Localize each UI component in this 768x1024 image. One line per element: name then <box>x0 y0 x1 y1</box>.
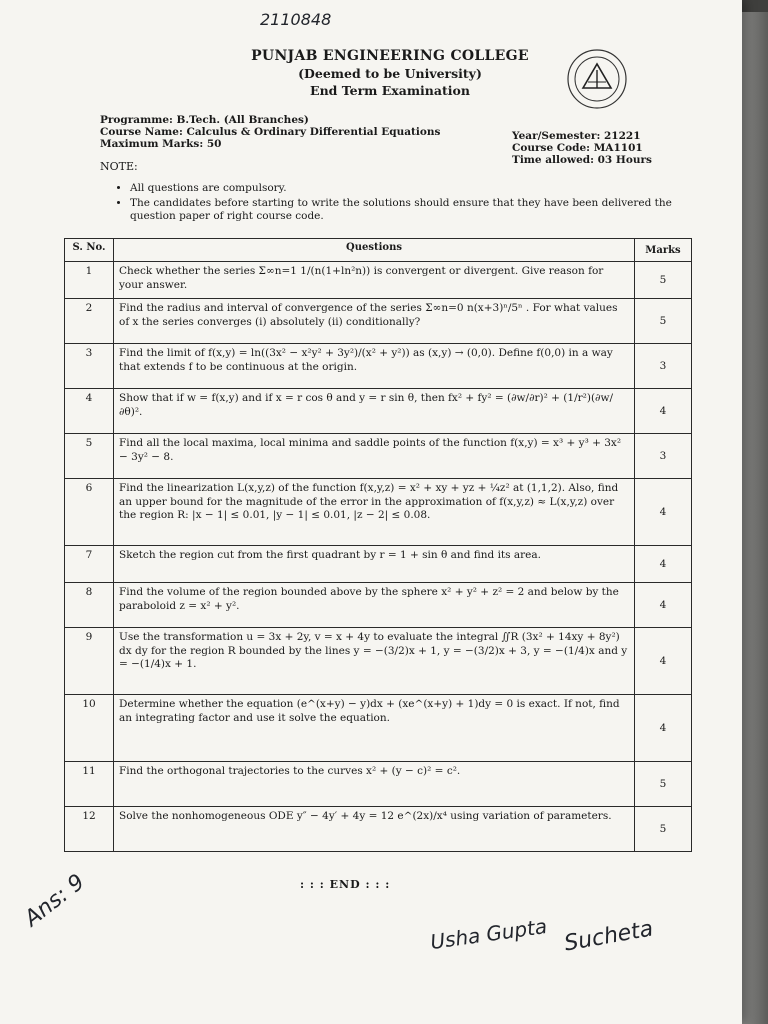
college-header <box>250 48 530 99</box>
table-row <box>65 479 692 546</box>
question-text: Check whether the series Σ∞n=1 1/(n(1+ln²n)) is convergent or divergent. Give reason for your answer. <box>114 262 635 299</box>
sno-header: S. No. <box>65 239 114 262</box>
question-number: 3 <box>65 344 114 389</box>
question-number: 10 <box>65 695 114 762</box>
question-text: Determine whether the equation (e^(x+y) − y)dx + (xe^(x+y) + 1)dy = 0 is exact. If not, find an integrating factor and use it solve the equation. <box>114 695 635 762</box>
question-number: 12 <box>65 807 114 852</box>
question-number: 2 <box>65 299 114 344</box>
table-row <box>65 546 692 583</box>
question-marks: 5 <box>635 807 692 852</box>
course-name: Course Name: Calculus & Ordinary Differential Equations <box>100 126 441 138</box>
college-name: PUNJAB ENGINEERING COLLEGE <box>251 48 529 64</box>
questions-table <box>64 238 692 852</box>
background-surface <box>742 0 768 1024</box>
question-text: Find the radius and interval of convergence of the series Σ∞n=0 n(x+3)ⁿ/5ⁿ . For what values of x the series converges (i) absolutely (ii) conditionally? <box>114 299 635 344</box>
question-text: Show that if w = f(x,y) and if x = r cos θ and y = r sin θ, then fx² + fy² = (∂w/∂r)² + (1/r²)(∂w/∂θ)². <box>114 389 635 434</box>
question-number: 1 <box>65 262 114 299</box>
table-row <box>65 807 692 852</box>
instruction-item: • All questions are compulsory. <box>130 182 690 195</box>
question-number: 5 <box>65 434 114 479</box>
instruction-item: • The candidates before starting to write the solutions should ensure that they have been delivered the question paper of right course code. <box>130 197 690 223</box>
exam-details <box>512 130 652 166</box>
programme: Programme: B.Tech. (All Branches) <box>100 114 309 126</box>
note-label: NOTE: <box>100 160 138 173</box>
year-semester: Year/Semester: 21221 <box>512 130 641 142</box>
course-details <box>100 114 440 150</box>
question-marks: 4 <box>635 546 692 583</box>
max-marks: Maximum Marks: 50 <box>100 138 222 150</box>
question-marks: 3 <box>635 344 692 389</box>
question-text: Find the volume of the region bounded above by the sphere x² + y² + z² = 2 and below by the paraboloid z = x² + y². <box>114 583 635 628</box>
table-row <box>65 434 692 479</box>
table-row <box>65 762 692 807</box>
question-marks: 4 <box>635 389 692 434</box>
table-row <box>65 628 692 695</box>
exam-title: End Term Examination <box>310 83 470 98</box>
table-row <box>65 299 692 344</box>
table-row <box>65 583 692 628</box>
question-text: Find all the local maxima, local minima and saddle points of the function f(x,y) = x³ + y³ + 3x² − 3y² − 8. <box>114 434 635 479</box>
question-text: Find the orthogonal trajectories to the curves x² + (y − c)² = c². <box>114 762 635 807</box>
question-text: Find the linearization L(x,y,z) of the function f(x,y,z) = x² + xy + yz + ¼z² at (1,1,2). Also, find an upper bound for the magnitude of the error in the approximation of f(x,y,z) ≈ L(x,y,z) over the region R: |x − 1| ≤ 0.01, |y − 1| ≤ 0.01, |z − 2| ≤ 0.08. <box>114 479 635 546</box>
table-row <box>65 389 692 434</box>
question-number: 4 <box>65 389 114 434</box>
question-text: Find the limit of f(x,y) = ln((3x² − x²y² + 3y²)/(x² + y²)) as (x,y) → (0,0). Define f(0,0) in a way that extends f to be continuous at the origin. <box>114 344 635 389</box>
question-text: Use the transformation u = 3x + 2y, v = x + 4y to evaluate the integral ∬R (3x² + 14xy + 8y²) dx dy for the region R bounded by the lines y = −(3/2)x + 1, y = −(3/2)x + 3, y = −(1/4)x and y = −(1/4)x + 1. <box>114 628 635 695</box>
college-seal-icon <box>566 48 628 110</box>
course-code: Course Code: MA1101 <box>512 142 643 154</box>
table-header-row <box>65 239 692 262</box>
question-text: Sketch the region cut from the first quadrant by r = 1 + sin θ and find its area. <box>114 546 635 583</box>
question-marks: 5 <box>635 262 692 299</box>
question-number: 11 <box>65 762 114 807</box>
question-number: 6 <box>65 479 114 546</box>
question-marks: 5 <box>635 299 692 344</box>
question-marks: 4 <box>635 479 692 546</box>
question-text: Solve the nonhomogeneous ODE y″ − 4y′ + 4y = 12 e^(2x)/x⁴ using variation of parameters. <box>114 807 635 852</box>
university-status: (Deemed to be University) <box>298 66 482 81</box>
question-number: 9 <box>65 628 114 695</box>
question-marks: 3 <box>635 434 692 479</box>
end-marker: : : : END : : : <box>300 878 391 891</box>
handwritten-answer-note: Ans: 9 <box>20 869 90 932</box>
signature-examiner-2: Sucheta <box>562 916 656 957</box>
handwritten-roll-number: 2110848 <box>260 10 332 29</box>
questions-header: Questions <box>114 239 635 262</box>
marks-header: Marks <box>635 239 692 262</box>
question-marks: 5 <box>635 762 692 807</box>
table-row <box>65 344 692 389</box>
instructions-list <box>118 182 690 225</box>
question-number: 8 <box>65 583 114 628</box>
question-marks: 4 <box>635 695 692 762</box>
table-row <box>65 695 692 762</box>
table-row <box>65 262 692 299</box>
question-number: 7 <box>65 546 114 583</box>
signature-examiner-1: Usha Gupta <box>428 913 549 955</box>
question-marks: 4 <box>635 583 692 628</box>
question-marks: 4 <box>635 628 692 695</box>
time-allowed: Time allowed: 03 Hours <box>512 154 652 166</box>
